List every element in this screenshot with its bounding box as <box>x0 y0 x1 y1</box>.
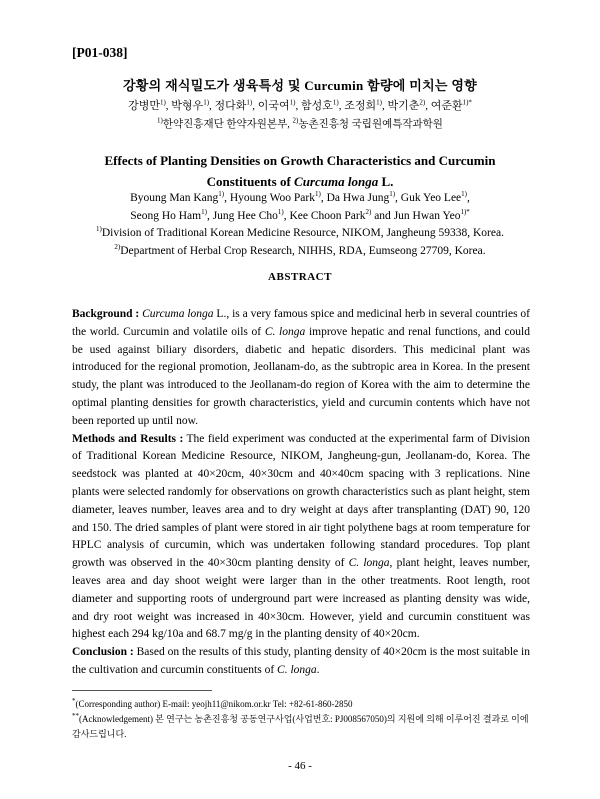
methods-paragraph: Methods and Results : The field experiment was conducted at the experimental farm of Division of Traditional Korean Medicine Resource, NIKOM, Jangheung-gun, Jeollanam-do, Korea. The seedstock was planted at 40×20cm, 40×30cm and 40×40cm spacing with 3 replications. Nine plants were selected randomly for observations on growth characteristics such as plant height, stem diameter, leaves number, leaves area and to dry weight at days after transplanting (DAT) 90, 120 and 150. The dried samples of plant were stored in air tight polythene bags at room temperature for HPLC analysis of curcumin, which was undertaken following standard procedures. Top plant growth was observed in the 40×30cm planting density of C. longa, plant height, leaves number, leaves area and day shoot weight were larger than in the other treatments. Root length, root diameter and supporting roots of underground part were increased as planting density was wide, and dry root weight was increased in 40×30cm. However, yield and curcumin constituent was highest each 294 kg/10a and 68.7 mg/g in the planting density of 40×20cm. <box>72 432 531 641</box>
kor-author: 이국여 <box>257 100 290 112</box>
english-title: Effects of Planting Densities on Growth Characteristics and Curcumin Constituents of Curcuma longa L. <box>104 153 496 189</box>
background-paragraph: Background : Curcuma longa L., is a very famous spice and medicinal herb in several countries of the world. Curcumin and volatile oils of C. longa improve hepatic and renal functions, and could be used against biliary disorders, diabetic and hepatic disorders. This medicinal plant was introduced for the regional promotion, Jeollanam-do, as the subtropic area in Korea. In the present study, the plant was introduced to the Jeollanam-do region of Korea with the aim to determine the optimal planting densities for growth characteristics, yield and curcumin contents which have not been reported up until now. <box>72 308 531 427</box>
footnotes <box>72 697 530 742</box>
footnote-divider <box>72 690 212 691</box>
kor-affil-1: 한약진흥재단 한약자원본부 <box>162 119 288 130</box>
abstract-heading: ABSTRACT <box>268 271 332 283</box>
english-affiliations <box>0 224 600 260</box>
page-number: - 46 - <box>288 760 312 772</box>
korean-affiliations: $^{1)}$한약진흥재단 한약자원본부, $^{2)}$농촌진흥청 국립원예특작과학원 <box>157 116 443 130</box>
kor-author: 함성호 <box>301 100 333 112</box>
english-authors: Byoung Man Kang$^{1)}$, Hyoung Woo Park$^{1)}$, Da Hwa Jung$^{1)}$, Guk Yeo Lee$^{1)}$, Seong Ho Ham$^{1)}$, Jung Hee Cho$^{1)}$, Kee Choon Park$^{2)}$ and Jun Hwan Yeo$^{1)*}$ <box>130 190 470 222</box>
conclusion-paragraph: Conclusion : Based on the results of this study, planting density of 40×20cm is the most suitable in the cultivation and curcumin constituents of C. longa. <box>72 646 531 676</box>
eng-affil-2: $^{2)}$Department of Herbal Crop Research, NIHHS, RDA, Eumseong 27709, Korea. <box>114 243 486 257</box>
kor-author: 정다화 <box>214 100 247 112</box>
kor-author: 박형우 <box>171 100 204 112</box>
kor-author: 여준환 <box>430 100 463 112</box>
kor-author: 박기춘 <box>387 100 420 112</box>
abstract-body <box>72 306 530 680</box>
eng-affil-1: $^{1)}$Division of Traditional Korean Medicine Resource, NIKOM, Jangheung 59338, Korea. <box>96 225 504 239</box>
kor-author: 조정희 <box>344 100 377 112</box>
acknowledgement-note: **(Acknowledgement) 본 연구는 농촌진흥청 공동연구사업(사업번호: PJ008567050)의 지원에 의해 이루어진 결과로 이에 감사드립니다. <box>72 712 529 739</box>
kor-author: 강병만 <box>128 100 160 112</box>
kor-affil-2: 농촌진흥청 국립원예특작과학원 <box>298 119 443 130</box>
paper-code: [P01-038] <box>72 45 128 60</box>
korean-authors: 강병만$^{1)}$, 박형우$^{1)}$, 정다화$^{1)}$, 이국여$^{1)}$, 함성호$^{1)}$, 조정희$^{1)}$, 박기춘$^{2)}$, 여준환$^{1)*}$ <box>128 98 472 112</box>
corresponding-author-note: *(Corresponding author) E-mail: yeojh11@nikom.or.kr Tel: +82-61-860-2850 <box>72 697 353 709</box>
korean-title: 강황의 재식밀도가 생육특성 및 Curcumin 함량에 미치는 영향 <box>122 78 478 93</box>
